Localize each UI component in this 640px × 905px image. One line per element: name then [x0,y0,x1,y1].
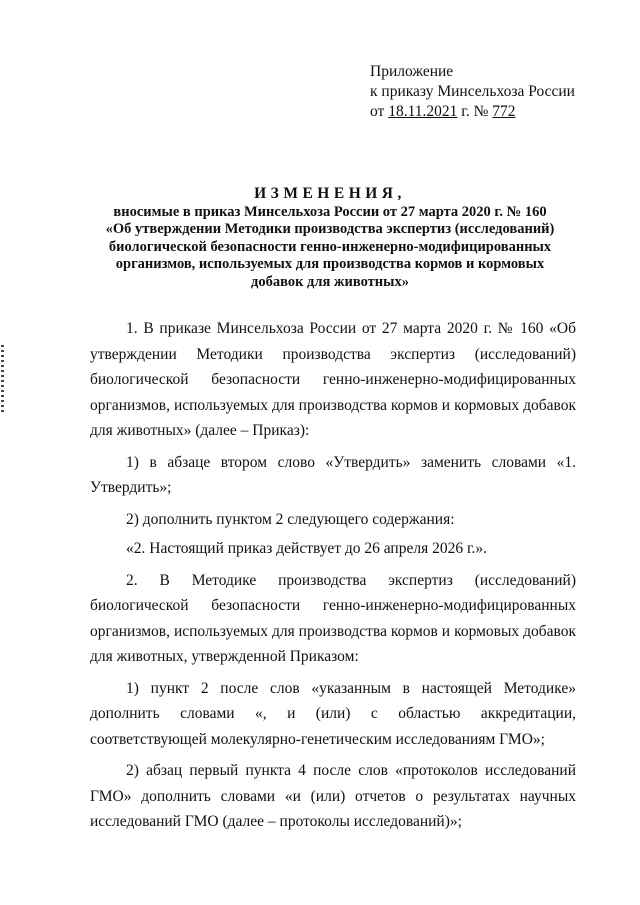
title-line: биологической безопасности генно-инженерно-модифицированных [108,238,552,255]
paragraph-1-2: 2) дополнить пунктом 2 следующего содержания: [126,510,455,528]
number-prefix: г. № [457,103,493,120]
title-line: «Об утверждении Методики производства экспертиз (исследований) [105,221,555,237]
paragraph-1-2-quote: «2. Настоящий приказ действует до 26 апреля 2026 г.». [126,540,488,557]
appendix-label: Приложение [370,63,454,80]
title-heading: ИЗМЕНЕНИЯ, [254,185,406,202]
paragraph-1: 1. В приказе Минсельхоза России от 27 марта 2020 г. № 160 «Об утверждении Методики производства экспертиз (исследований) биологической безопасности генно-инженерно-модифицированных организмов, используемых для производства кормов и кормовых добавок для животных» (далее – Приказ): [90,320,576,439]
paragraph-2-1: 1) пункт 2 после слов «указанным в настоящей Методике» дополнить словами «, и (или) с областью аккредитации, соответствующей молекулярно-генетическим исследованиям ГМО»; [90,679,576,748]
paragraph-1-1: 1) в абзаце втором слово «Утвердить» заменить словами «1. Утвердить»; [90,453,576,496]
document-body [90,316,576,841]
scan-edge-mark [1,345,4,415]
title-line: добавок для животных» [251,273,409,290]
paragraph-2: 2. В Методике производства экспертиз (исследований) биологической безопасности генно-инженерно-модифицированных организмов, используемых для производства кормов и кормовых добавок для животных, утвержденной Приказом: [90,571,576,665]
order-number: 772 [492,103,516,120]
document-title [70,185,590,291]
appendix-order-ref: к приказу Минсельхоза России [370,83,575,100]
title-line: вносимые в приказ Минсельхоза России от 27 марта 2020 г. № 160 [113,203,547,220]
order-date: 18.11.2021 [388,103,458,120]
paragraph-2-2: 2) абзац первый пункта 4 после слов «протоколов исследований ГМО» дополнить словами «и (или) отчетов о результатах научных исследований ГМО (далее – протоколы исследований)»; [90,762,576,830]
appendix-date-line [370,102,575,122]
date-prefix: от [370,103,389,120]
appendix-block [370,62,575,122]
title-line: организмов, используемых для производства кормов и кормовых [115,256,545,272]
